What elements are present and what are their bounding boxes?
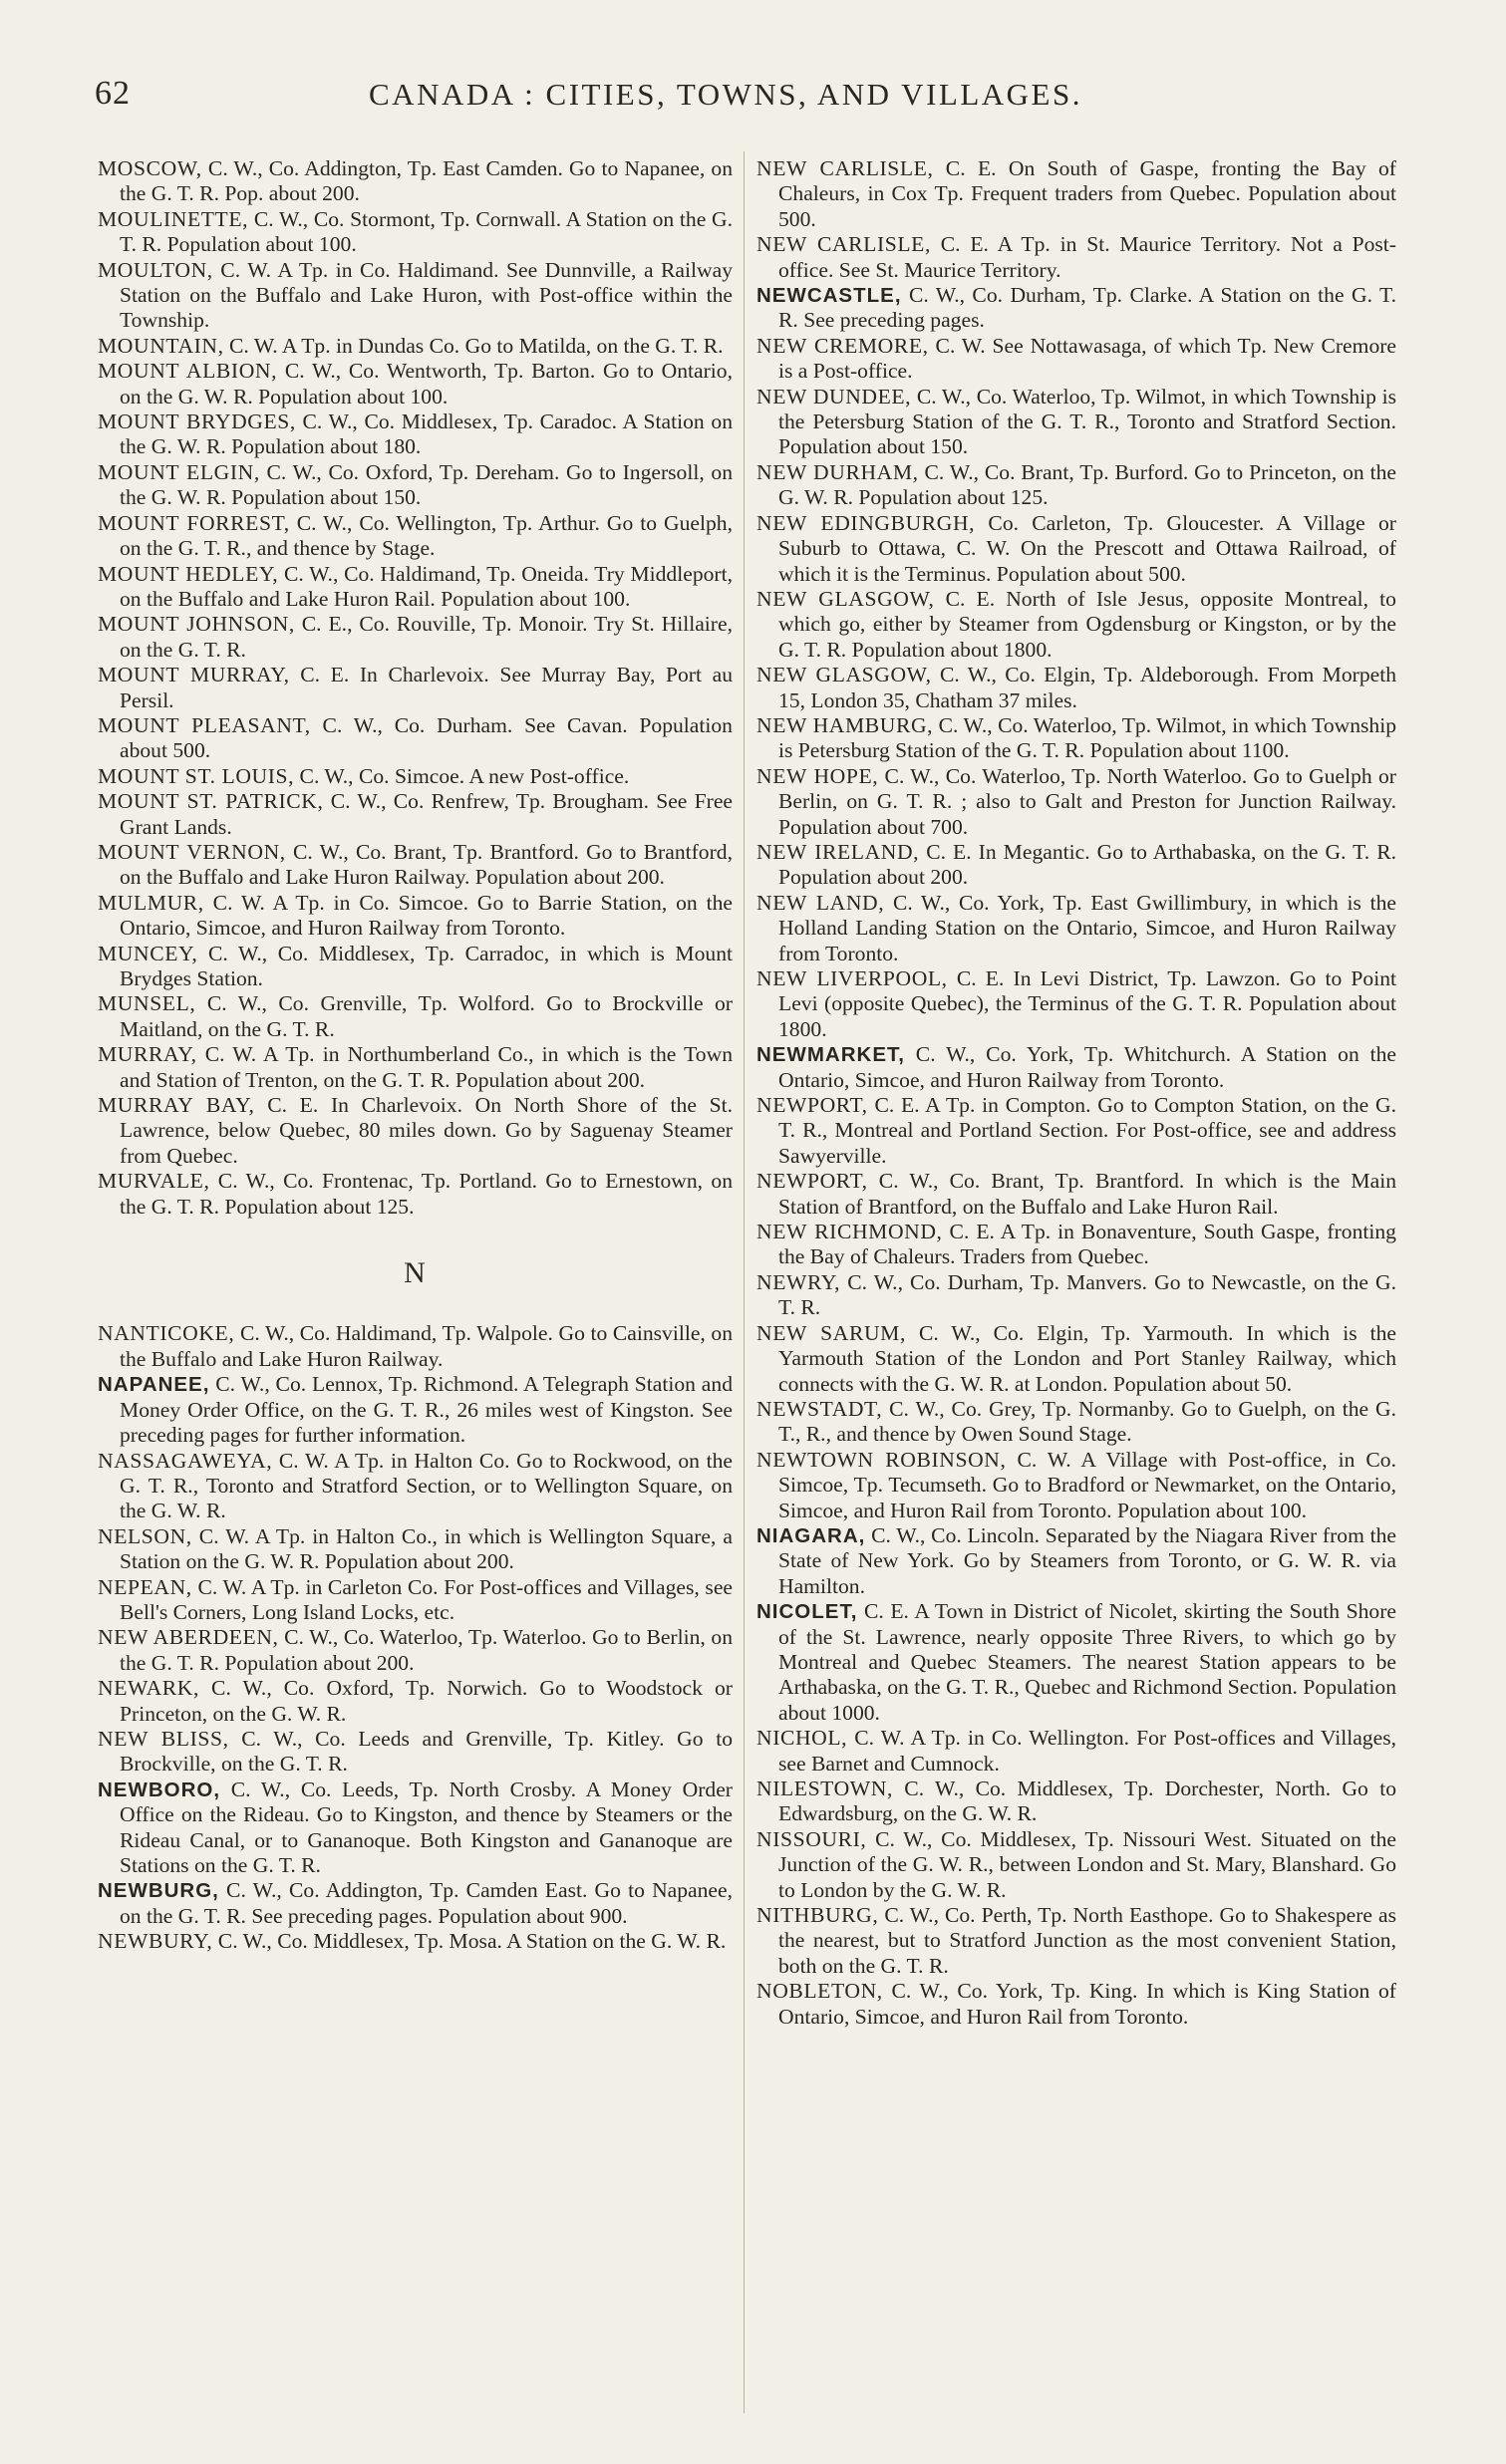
entry-description: C. W., Co. Waterloo, Tp. Wilmot, in which Township is the Petersburg Station of the G. T. R., Toronto and Stratford Section. Population about 150. (778, 384, 1396, 459)
gazetteer-entry (756, 460, 1396, 511)
gazetteer-entry (756, 1726, 1396, 1777)
entry-place-name: MOUNT JOHNSON, (98, 612, 295, 637)
entry-description: C. E. In Levi District, Tp. Lawzon. Go to Point Levi (opposite Quebec), the Terminus of the G. T. R. Population about 1800. (778, 966, 1396, 1041)
entry-place-name: NEPEAN, (98, 1574, 192, 1599)
entry-description: C. W., Co. York, Tp. Whitchurch. A Station on the Ontario, Simcoe, and Huron Railway from Toronto. (778, 1042, 1396, 1092)
entry-description: C. E. A Town in District of Nicolet, skirting the South Shore of the St. Lawrence, nearly opposite Three Rivers, to which go by Montreal and Quebec Steamers. The nearest Station appears to be Arthabaska, on the G. T. R., Quebec and Richmond Section. Population about 1000. (778, 1599, 1396, 1725)
entry-place-name: MOUNT ST. PATRICK, (98, 789, 324, 814)
entry-description: C. W., Co. Middlesex, Tp. Dorchester, North. Go to Edwardsburg, on the G. W. R. (778, 1777, 1396, 1826)
entry-place-name: NEW SARUM, (756, 1320, 906, 1345)
entry-description: C. W., Co. Elgin, Tp. Aldeborough. From Morpeth 15, London 35, Chatham 37 miles. (778, 663, 1396, 712)
gazetteer-entry (98, 942, 733, 992)
gazetteer-entry (98, 1929, 733, 1954)
entry-description: C. W. A Tp. in Co. Simcoe. Go to Barrie Station, on the Ontario, Simcoe, and Huron Railway from Toronto. (120, 890, 733, 941)
entry-description: C. W., Co. Simcoe. A new Post-office. (294, 763, 630, 788)
entry-place-name: NEW EDINGBURGH, (756, 510, 976, 535)
gazetteer-entry (98, 891, 733, 942)
entry-place-name: NEWRY, (756, 1269, 841, 1294)
entry-description: C. W., Co. Middlesex, Tp. Carradoc, in which is Mount Brydges Station. (120, 941, 733, 990)
section-letter: N (404, 1256, 427, 1290)
entry-place-name: NICOLET, (756, 1600, 858, 1624)
entry-description: C. W., Co. Wellington, Tp. Arthur. Go to Guelph, on the G. T. R., and thence by Stage. (120, 510, 733, 561)
gazetteer-entry (756, 840, 1396, 891)
entry-description: C. E. A Tp. in Compton. Go to Compton Station, on the G. T. R., Montreal and Portland Section. For Post-office, see and address Sawyerville. (778, 1093, 1396, 1168)
gazetteer-entry (756, 1321, 1396, 1397)
gazetteer-entry (98, 460, 733, 511)
entry-description: C. W., Co. Addington, Tp. East Camden. Go to Napanee, on the G. T. R. Pop. about 200. (120, 156, 733, 206)
entry-place-name: NISSOURI, (756, 1826, 867, 1851)
page-number: 62 (95, 75, 131, 112)
gazetteer-entry (756, 891, 1396, 966)
entry-description: C. W., Co. Oxford, Tp. Dereham. Go to Ingersoll, on the G. W. R. Population about 150. (120, 459, 734, 510)
gazetteer-entry (756, 1220, 1396, 1270)
entry-description: C. W. A Tp. in Carleton Co. For Post-offices and Villages, see Bell's Corners, Long Island Locks, etc. (120, 1574, 733, 1624)
gazetteer-entry (98, 1878, 733, 1929)
gazetteer-entry (98, 1778, 733, 1879)
entry-description: C. W., Co. Elgin, Tp. Yarmouth. In which is the Yarmouth Station of the London and Port Stanley Railway, which connects with the G. W. R. at London. Population about 50. (778, 1320, 1397, 1396)
entry-place-name: NEW CARLISLE, (756, 156, 934, 180)
entry-place-name: NEWBURG, (98, 1879, 219, 1903)
entry-description: C. W., Co. Haldimand, Tp. Oneida. Try Middleport, on the Buffalo and Lake Huron Rail. Population about 100. (120, 561, 733, 611)
entry-place-name: NEW HAMBURG, (756, 712, 934, 737)
entry-place-name: MURRAY, (98, 1042, 197, 1067)
entry-place-name: NEWBORO, (98, 1778, 221, 1801)
entry-place-name: MOUNT ST. LOUIS, (98, 763, 295, 788)
entry-description: C. W., Co. Waterloo, Tp. North Waterloo. Go to Guelph or Berlin, on G. T. R. ; also to Galt and Preston for Junction Railway. Population about 700. (778, 763, 1396, 839)
entry-description: C. W., Co. Leeds, Tp. North Crosby. A Money Order Office on the Rideau. Go to Kingston, and thence by Steamers or the Rideau Canal, or to Gananoque. Both Kingston and Gananoque are Stations on the G. T. R. (120, 1777, 733, 1877)
entry-description: C. W., Co. Grenville, Tp. Wolford. Go to Brockville or Maitland, on the G. T. R. (120, 991, 733, 1041)
entry-place-name: MULMUR, (98, 890, 204, 915)
entry-place-name: NEWARK, (98, 1676, 199, 1701)
gazetteer-entry (98, 1625, 733, 1676)
entry-description: C. W. A Tp. in Co. Wellington. For Post-offices and Villages, see Barnet and Cumnock. (778, 1726, 1396, 1776)
entry-place-name: MUNCEY, (98, 941, 198, 965)
entry-place-name: NEWPORT, (756, 1093, 868, 1118)
gazetteer-entry (98, 1042, 733, 1093)
entry-description: C. W. See Nottawasaga, of which Tp. New Cremore is a Post-office. (778, 333, 1397, 384)
entry-place-name: NEW ABERDEEN, (98, 1625, 279, 1650)
entry-place-name: MOUNTAIN, (98, 333, 224, 358)
entry-place-name: NITHBURG, (756, 1903, 879, 1928)
entry-place-name: NEWSTADT, (756, 1396, 883, 1421)
gazetteer-entry (98, 840, 733, 891)
entry-place-name: MUNSEL, (98, 991, 196, 1016)
gazetteer-entry (756, 966, 1396, 1042)
gazetteer-entry (98, 156, 733, 207)
entry-description: C. W., Co. Grey, Tp. Normanby. Go to Guelph, on the G. T., R., and thence by Owen Sound Stage. (778, 1396, 1396, 1447)
right-column (756, 156, 1396, 2030)
gazetteer-entry (98, 1449, 733, 1524)
entry-place-name: NAPANEE, (98, 1373, 210, 1397)
entry-place-name: NASSAGAWEYA, (98, 1448, 273, 1473)
gazetteer-entry (98, 1093, 733, 1169)
entries-m (98, 156, 733, 1220)
gazetteer-entry (756, 1397, 1396, 1448)
entry-place-name: NEWBURY, (98, 1929, 213, 1954)
entry-place-name: NEWTOWN ROBINSON, (756, 1447, 1007, 1472)
entry-description: C. W., Co. Frontenac, Tp. Portland. Go to Ernestown, on the G. T. R. Population about 125. (120, 1169, 733, 1219)
entry-place-name: NEWMARKET, (756, 1043, 905, 1067)
gazetteer-entry (98, 1575, 733, 1626)
entry-description: C. W. A Tp. in Dundas Co. Go to Matilda, on the G. T. R. (223, 333, 724, 358)
gazetteer-entry (98, 764, 733, 789)
entry-place-name: NEW RICHMOND, (756, 1220, 943, 1244)
entry-description: C. W., Co. Waterloo, Tp. Wilmot, in which Township is Petersburg Station of the G. T. R. Population about 1100. (778, 712, 1396, 763)
entry-place-name: NEWPORT, (756, 1169, 868, 1194)
gazetteer-entry (98, 713, 733, 764)
page-header (95, 75, 1151, 125)
entry-place-name: MURRAY BAY, (98, 1093, 255, 1118)
gazetteer-entry (756, 1903, 1396, 1979)
entry-place-name: MOUNT FORREST, (98, 510, 290, 535)
left-column (98, 156, 733, 1955)
entry-place-name: NICHOL, (756, 1726, 848, 1751)
entry-description: C. W., Co. Wentworth, Tp. Barton. Go to Ontario, on the G. W. R. Population about 100. (120, 359, 733, 409)
gazetteer-entry (756, 764, 1396, 840)
column-divider (744, 151, 745, 2413)
gazetteer-entry (756, 232, 1396, 283)
entries-n-continued (756, 156, 1396, 2030)
entry-description: C. W., Co. Addington, Tp. Camden East. Go to Napanee, on the G. T. R. See preceding pages. Population about 900. (120, 1878, 733, 1928)
entry-description: C. E. In Charlevoix. See Murray Bay, Port au Persil. (120, 663, 733, 712)
gazetteer-entry (756, 1042, 1396, 1093)
entry-description: C. W., Co. Perth, Tp. North Easthope. Go to Shakespere as the nearest, but to Stratford Junction as the most convenient Station, both on the G. T. R. (778, 1903, 1396, 1978)
gazetteer-entry (756, 511, 1396, 587)
gazetteer-entry (756, 334, 1396, 385)
entry-description: C. W. A Tp. in Halton Co. Go to Rockwood, on the G. T. R., Toronto and Stratford Section, or to Wellington Square, on the G. W. R. (120, 1448, 733, 1523)
entry-place-name: NEW LAND, (756, 890, 885, 915)
gazetteer-entry (756, 283, 1396, 334)
entry-place-name: NEW LIVERPOOL, (756, 966, 948, 990)
entry-description: C. E. North of Isle Jesus, opposite Montreal, to which go, either by Steamer from Ogdensburg or Kingston, or by the G. T. R. Population about 1800. (778, 586, 1396, 662)
entry-place-name: MOUNT ELGIN, (98, 459, 260, 484)
entry-description: C. W., Co. Middlesex, Tp. Nissouri West. Situated on the Junction of the G. W. R., between London and St. Mary, Blanshard. Go to London by the G. W. R. (778, 1826, 1396, 1902)
entry-place-name: NANTICOKE, (98, 1321, 235, 1346)
gazetteer-entry (756, 1169, 1396, 1220)
gazetteer-entry (98, 1372, 733, 1448)
gazetteer-entry (98, 410, 733, 460)
gazetteer-entry (756, 1599, 1396, 1726)
entry-description: C. E. A Tp. in Bonaventure, South Gaspe, fronting the Bay of Chaleurs. Traders from Quebec. (778, 1220, 1396, 1269)
entry-description: C. W. A Village with Post-office, in Co. Simcoe, Tp. Tecumseth. Go to Bradford or Newmarket, on the Ontario, Simcoe, and Huron Rail from Toronto. Population about 100. (778, 1447, 1396, 1522)
entry-place-name: MOUNT BRYDGES, (98, 410, 296, 434)
entry-description: C. W. A Tp. in Co. Haldimand. See Dunnville, a Railway Station on the Buffalo and Lake Huron, with Post-office within the Township. (120, 257, 733, 333)
entry-place-name: NIAGARA, (756, 1523, 866, 1547)
gazetteer-entry (756, 1777, 1396, 1827)
gazetteer-entry (98, 991, 733, 1042)
entry-place-name: MOULTON, (98, 257, 213, 282)
running-title: CANADA : CITIES, TOWNS, AND VILLAGES. (369, 77, 1082, 112)
entry-description: C. W., Co. Lennox, Tp. Richmond. A Telegraph Station and Money Order Office, on the G. T. R., 26 miles west of Kingston. See preceding pages for further information. (120, 1372, 733, 1448)
gazetteer-entry (98, 612, 733, 663)
gazetteer-entry (98, 663, 733, 713)
gazetteer-entry (98, 258, 733, 334)
gazetteer-entry (756, 587, 1396, 663)
gazetteer-entry (756, 713, 1396, 764)
gazetteer-entry (98, 1169, 733, 1220)
entry-description: C. W., Co. Lincoln. Separated by the Niagara River from the State of New York. Go by Steamers from Toronto, or G. W. R. via Hamilton. (778, 1522, 1396, 1598)
entry-place-name: MOUNT PLEASANT, (98, 712, 311, 737)
entry-description: Co. Carleton, Tp. Gloucester. A Village or Suburb to Ottawa, C. W. On the Prescott and Ottawa Railroad, of which it is the Terminus. Population about 500. (778, 510, 1396, 586)
entry-description: C. W., Co. Oxford, Tp. Norwich. Go to Woodstock or Princeton, on the G. W. R. (120, 1676, 733, 1726)
gazetteer-entry (98, 1727, 733, 1778)
entry-place-name: MOULINETTE, (98, 206, 249, 231)
entry-description: C. W., Co. Durham, Tp. Manvers. Go to Newcastle, on the G. T. R. (778, 1269, 1396, 1320)
gazetteer-entry (756, 385, 1396, 460)
entry-description: C. W. A Tp. in Northumberland Co., in which is the Town and Station of Trenton, on the G. T. R. Population about 200. (120, 1042, 733, 1092)
entry-place-name: NEW BLISS, (98, 1726, 229, 1751)
entry-description: C. W., Co. Haldimand, Tp. Walpole. Go to Cainsville, on the Buffalo and Lake Huron Railway. (120, 1321, 733, 1371)
gazetteer-entry (756, 663, 1396, 713)
gazetteer-entry (98, 1676, 733, 1727)
entry-place-name: NEW GLASGOW, (756, 663, 932, 687)
gazetteer-entry (98, 207, 733, 258)
gazetteer-entry (98, 511, 733, 562)
gazetteer-entry (756, 1979, 1396, 2030)
entry-description: C. W., Co. Durham, Tp. Clarke. A Station on the G. T. R. See preceding pages. (778, 283, 1396, 333)
entry-place-name: NELSON, (98, 1523, 192, 1548)
entry-description: C. W., Co. Brant, Tp. Brantford. Go to Brantford, on the Buffalo and Lake Huron Railway. Population about 200. (120, 839, 733, 890)
entry-place-name: MOUNT MURRAY, (98, 663, 290, 687)
entry-description: C. W., Co. Stormont, Tp. Cornwall. A Station on the G. T. R. Population about 100. (120, 206, 733, 257)
entry-description: C. E. A Tp. in St. Maurice Territory. Not a Post-office. See St. Maurice Territory. (778, 232, 1396, 282)
entry-description: C. W., Co. Brant, Tp. Burford. Go to Princeton, on the G. W. R. Population about 125. (778, 459, 1396, 510)
entry-description: C. W., Co. Leeds and Grenville, Tp. Kitley. Go to Brockville, on the G. T. R. (120, 1726, 733, 1777)
entry-description: C. E., Co. Rouville, Tp. Monoir. Try St. Hillaire, on the G. T. R. (120, 612, 733, 662)
gazetteer-entry (98, 1321, 733, 1372)
gazetteer-entry (98, 789, 733, 840)
entry-description: C. W., Co. Brant, Tp. Brantford. In which is the Main Station of Brantford, on the Buffalo and Lake Huron Rail. (778, 1169, 1396, 1219)
entry-place-name: NEW CREMORE, (756, 333, 929, 358)
entry-description: C. W., Co. York, Tp. East Gwillimbury, in which is the Holland Landing Station on the Ontario, Simcoe, and Huron Railway from Toronto. (778, 890, 1396, 965)
entry-description: C. W., Co. Waterloo, Tp. Waterloo. Go to Berlin, on the G. T. R. Population about 200. (120, 1625, 733, 1675)
entry-place-name: NILESTOWN, (756, 1777, 893, 1800)
gazetteer-entry (98, 1524, 733, 1575)
entry-description: C. E. In Megantic. Go to Arthabaska, on the G. T. R. Population about 200. (778, 839, 1396, 890)
entry-place-name: NEW CARLISLE, (756, 232, 931, 257)
entry-place-name: MOUNT ALBION, (98, 359, 278, 384)
entry-place-name: NEW GLASGOW, (756, 586, 935, 611)
entry-description: C. W. A Tp. in Halton Co., in which is Wellington Square, a Station on the G. W. R. Population about 200. (120, 1523, 733, 1574)
gazetteer-entry (756, 1270, 1396, 1321)
entry-description: C. W., Co. York, Tp. King. In which is King Station of Ontario, Simcoe, and Huron Rail from Toronto. (778, 1979, 1396, 2029)
gazetteer-entry (756, 156, 1396, 232)
entry-place-name: MOUNT VERNON, (98, 839, 286, 864)
gazetteer-entry (756, 1093, 1396, 1169)
entries-n (98, 1321, 733, 1954)
entry-place-name: NEW HOPE, (756, 763, 879, 788)
entry-description: C. W., Co. Middlesex, Tp. Mosa. A Station on the G. W. R. (212, 1929, 727, 1954)
entry-description: C. E. On South of Gaspe, fronting the Bay of Chaleurs, in Cox Tp. Frequent traders from Quebec. Population about 500. (778, 156, 1396, 231)
entry-place-name: NEW DUNDEE, (756, 384, 912, 409)
entry-place-name: NEWCASTLE, (756, 284, 902, 308)
entry-description: C. W., Co. Renfrew, Tp. Brougham. See Free Grant Lands. (120, 789, 733, 839)
entry-place-name: NOBLETON, (756, 1979, 883, 2004)
entry-place-name: NEW IRELAND, (756, 839, 920, 864)
gazetteer-entry (756, 1523, 1396, 1599)
entry-place-name: MOSCOW, (98, 156, 202, 180)
entry-place-name: MURVALE, (98, 1169, 210, 1194)
entry-description: C. W., Co. Durham. See Cavan. Population about 500. (120, 712, 733, 763)
entry-description: C. E. In Charlevoix. On North Shore of the St. Lawrence, below Quebec, 80 miles down. Go by Saguenay Steamer from Quebec. (120, 1093, 733, 1168)
entry-description: C. W., Co. Middlesex, Tp. Caradoc. A Station on the G. W. R. Population about 180. (120, 410, 733, 459)
gazetteer-entry (98, 562, 733, 613)
entry-place-name: NEW DURHAM, (756, 459, 919, 484)
gazetteer-entry (98, 359, 733, 410)
entry-place-name: MOUNT HEDLEY, (98, 561, 279, 586)
gazetteer-entry (98, 334, 733, 359)
gazetteer-entry (756, 1448, 1396, 1523)
gazetteer-entry (756, 1827, 1396, 1903)
